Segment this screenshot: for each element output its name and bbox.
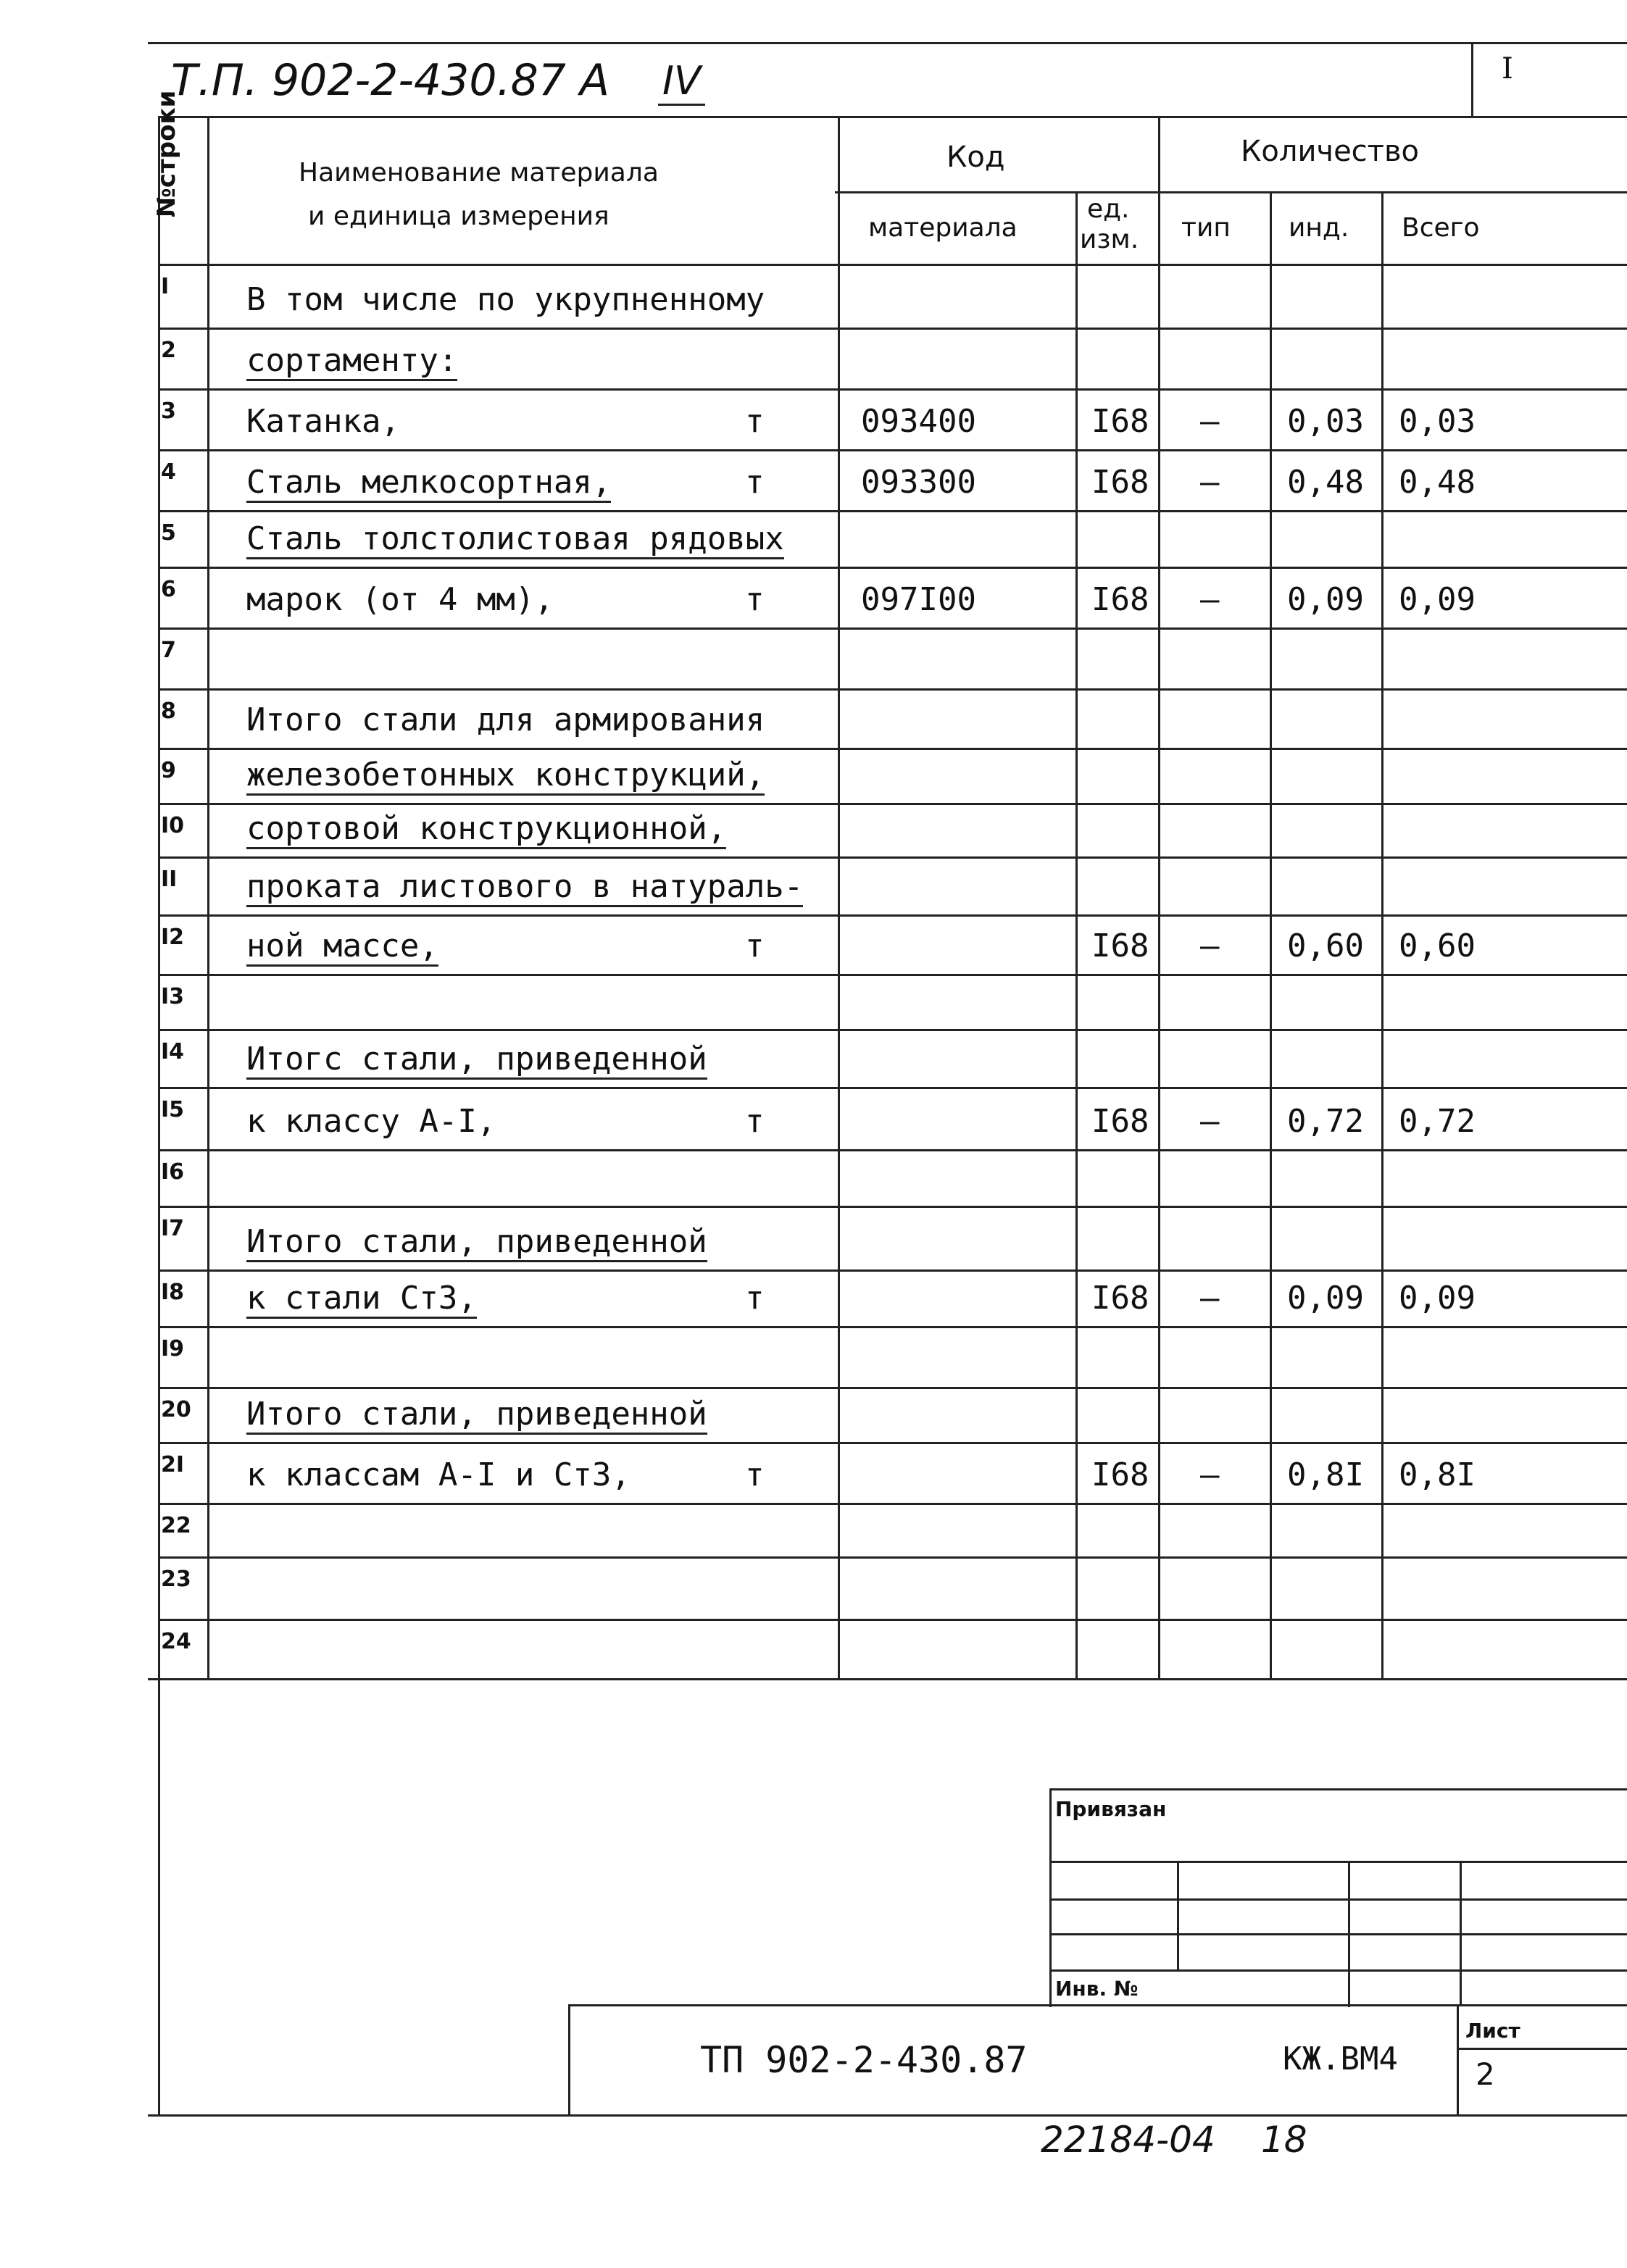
row-divider xyxy=(158,856,1627,859)
individual-qty: 0,60 xyxy=(1287,927,1364,964)
stamp-line-3 xyxy=(1049,1933,1627,1935)
unit-header-line2: изм. xyxy=(1080,225,1139,254)
column-divider xyxy=(1075,191,1078,1678)
material-name: ной массе, xyxy=(246,927,438,967)
row-number: 3 xyxy=(161,399,176,424)
stamp-left-border xyxy=(1049,1788,1052,2007)
material-name: Сталь толстолистовая рядовых xyxy=(246,520,784,559)
total-qty: 0,09 xyxy=(1399,1280,1476,1317)
sheet-label: Лист xyxy=(1465,2019,1520,2043)
name-header-line2: и единица измерения xyxy=(308,201,609,231)
row-number: 2 xyxy=(161,338,176,363)
row-number: I2 xyxy=(161,925,185,950)
unit-code: I68 xyxy=(1091,581,1149,618)
column-divider xyxy=(207,116,209,1678)
unit-header-line1: ед. xyxy=(1087,194,1130,224)
unit-letter: т xyxy=(745,464,765,501)
type-qty: – xyxy=(1200,1103,1220,1140)
individual-qty: 0,72 xyxy=(1287,1103,1364,1140)
row-divider xyxy=(158,1503,1627,1505)
row-number: I9 xyxy=(161,1336,185,1362)
material-name: Катанка, xyxy=(246,403,400,440)
stamp-col-1 xyxy=(1177,1861,1179,1969)
material-name: проката листового в натураль- xyxy=(246,868,803,907)
corner-mark: I xyxy=(1502,52,1513,86)
unit-code: I68 xyxy=(1091,1456,1149,1493)
total-qty: 0,8I xyxy=(1399,1456,1476,1493)
type-qty: – xyxy=(1200,1456,1220,1493)
header-bottom-border xyxy=(158,264,1627,266)
total-qty: 0,09 xyxy=(1399,581,1476,618)
unit-code: I68 xyxy=(1091,1280,1149,1317)
material-name: Итогс стали, приведенной xyxy=(246,1041,707,1080)
individual-qty: 0,03 xyxy=(1287,403,1364,440)
material-name: к стали Ст3, xyxy=(246,1280,477,1319)
bound-label: Привязан xyxy=(1055,1797,1167,1821)
material-name: Итого стали, приведенной xyxy=(246,1223,707,1262)
unit-code: I68 xyxy=(1091,1103,1149,1140)
stamp-col-2 xyxy=(1348,1861,1350,2007)
material-name: В том числе по укрупненному xyxy=(246,281,765,318)
row-number: 8 xyxy=(161,699,176,724)
total-qty: 0,03 xyxy=(1399,403,1476,440)
material-name: к классам А-I и Ст3, xyxy=(246,1456,631,1493)
title-block-sheet-divider xyxy=(1457,2004,1459,2116)
row-number: 23 xyxy=(161,1567,191,1592)
code-material-header: материала xyxy=(868,213,1018,243)
stamp-line-2 xyxy=(1049,1898,1627,1901)
total-qty: 0,48 xyxy=(1399,464,1476,501)
row-number: 7 xyxy=(161,638,176,663)
unit-letter: т xyxy=(745,581,765,618)
material-name: к классу А-I, xyxy=(246,1103,496,1140)
row-divider xyxy=(158,688,1627,691)
title-block-mark: КЖ.ВМ4 xyxy=(1283,2040,1398,2077)
stamp-top-border xyxy=(1049,1788,1627,1790)
material-name: сортовой конструкционной, xyxy=(246,810,726,849)
individual-qty: 0,09 xyxy=(1287,581,1364,618)
row-number: I7 xyxy=(161,1216,185,1241)
row-divider xyxy=(158,628,1627,630)
type-qty: – xyxy=(1200,464,1220,501)
header-top-border xyxy=(158,116,1627,118)
stamp-col-3 xyxy=(1460,1861,1462,2006)
sheet-label-line xyxy=(1457,2048,1627,2050)
row-number: 9 xyxy=(161,758,176,783)
individual-qty: 0,09 xyxy=(1287,1280,1364,1317)
row-number: 24 xyxy=(161,1629,191,1654)
unit-letter: т xyxy=(745,927,765,964)
row-number: I0 xyxy=(161,813,185,838)
material-name: Итого стали, приведенной xyxy=(246,1396,707,1435)
material-code: 093300 xyxy=(861,464,976,501)
qty-ind-header: инд. xyxy=(1289,213,1349,243)
row-divider xyxy=(158,1387,1627,1389)
sheet-number: 2 xyxy=(1476,2056,1495,2092)
row-divider xyxy=(158,748,1627,750)
column-divider xyxy=(1381,191,1383,1678)
row-divider xyxy=(158,567,1627,569)
frame-bottom-border xyxy=(148,2114,1627,2117)
qty-total-header: Всего xyxy=(1402,213,1480,243)
type-qty: – xyxy=(1200,1280,1220,1317)
row-divider xyxy=(158,1270,1627,1272)
unit-code: I68 xyxy=(1091,403,1149,440)
individual-qty: 0,48 xyxy=(1287,464,1364,501)
material-name: железобетонных конструкций, xyxy=(246,756,765,796)
row-number: 4 xyxy=(161,459,176,485)
row-number: I6 xyxy=(161,1159,185,1185)
row-number-header: №строки xyxy=(152,90,181,217)
material-name: Сталь мелкосортная, xyxy=(246,464,611,503)
total-qty: 0,72 xyxy=(1399,1103,1476,1140)
unit-letter: т xyxy=(745,403,765,440)
row-divider xyxy=(158,510,1627,512)
top-border xyxy=(148,42,1627,44)
row-number: I8 xyxy=(161,1280,185,1305)
code-header: Код xyxy=(946,141,1005,174)
row-number: II xyxy=(161,867,178,892)
row-number: 5 xyxy=(161,520,176,546)
row-divider xyxy=(158,1206,1627,1208)
stamp-line-1 xyxy=(1049,1861,1627,1863)
individual-qty: 0,8I xyxy=(1287,1456,1364,1493)
album-number: IV xyxy=(658,58,705,106)
total-qty: 0,60 xyxy=(1399,927,1476,964)
material-name: марок (от 4 мм), xyxy=(246,581,554,618)
unit-letter: т xyxy=(745,1456,765,1493)
document-code: Т.П. 902-2-430.87 А xyxy=(171,55,610,106)
row-divider xyxy=(158,803,1627,805)
title-right-divider xyxy=(1471,42,1473,116)
row-divider xyxy=(158,1087,1627,1089)
row-divider xyxy=(158,1149,1627,1151)
unit-letter: т xyxy=(745,1103,765,1140)
page-number: 18 xyxy=(1261,2119,1307,2161)
column-divider xyxy=(838,116,840,1678)
table-bottom-border xyxy=(148,1678,1627,1680)
row-number: I xyxy=(161,274,170,299)
row-divider xyxy=(158,1326,1627,1328)
row-divider xyxy=(158,914,1627,917)
row-number: I4 xyxy=(161,1039,185,1064)
qty-type-header: тип xyxy=(1181,213,1231,243)
inventory-number-label: Инв. № xyxy=(1055,1977,1139,2001)
title-block-top xyxy=(568,2004,1627,2006)
quantity-header: Количество xyxy=(1241,135,1420,168)
row-number: 2I xyxy=(161,1452,185,1477)
title-block-left xyxy=(568,2004,570,2116)
code-subheader-line xyxy=(835,191,1627,193)
archive-number: 22184-04 xyxy=(1041,2119,1215,2161)
name-header-line1: Наименование материала xyxy=(299,158,659,188)
unit-letter: т xyxy=(745,1280,765,1317)
row-divider xyxy=(158,328,1627,330)
material-code: 093400 xyxy=(861,403,976,440)
row-divider xyxy=(158,1442,1627,1444)
stamp-line-4 xyxy=(1049,1969,1627,1972)
material-name: сортаменту: xyxy=(246,342,457,381)
row-number: I3 xyxy=(161,984,185,1009)
row-divider xyxy=(158,1619,1627,1621)
row-number: 6 xyxy=(161,577,176,602)
type-qty: – xyxy=(1200,581,1220,618)
row-divider xyxy=(158,974,1627,976)
title-block-document-code: ТП 902-2-430.87 xyxy=(700,2039,1028,2081)
row-number: 20 xyxy=(161,1397,191,1422)
column-divider xyxy=(1158,116,1160,1678)
type-qty: – xyxy=(1200,927,1220,964)
row-number: I5 xyxy=(161,1097,185,1122)
unit-code: I68 xyxy=(1091,464,1149,501)
left-frame-border xyxy=(158,116,160,2116)
type-qty: – xyxy=(1200,403,1220,440)
unit-code: I68 xyxy=(1091,927,1149,964)
row-divider xyxy=(158,1029,1627,1031)
row-divider xyxy=(158,388,1627,391)
row-divider xyxy=(158,1556,1627,1559)
row-number: 22 xyxy=(161,1513,191,1538)
material-code: 097I00 xyxy=(861,581,976,618)
column-divider xyxy=(1270,191,1272,1678)
material-name: Итого стали для армирования xyxy=(246,701,765,738)
row-divider xyxy=(158,449,1627,451)
